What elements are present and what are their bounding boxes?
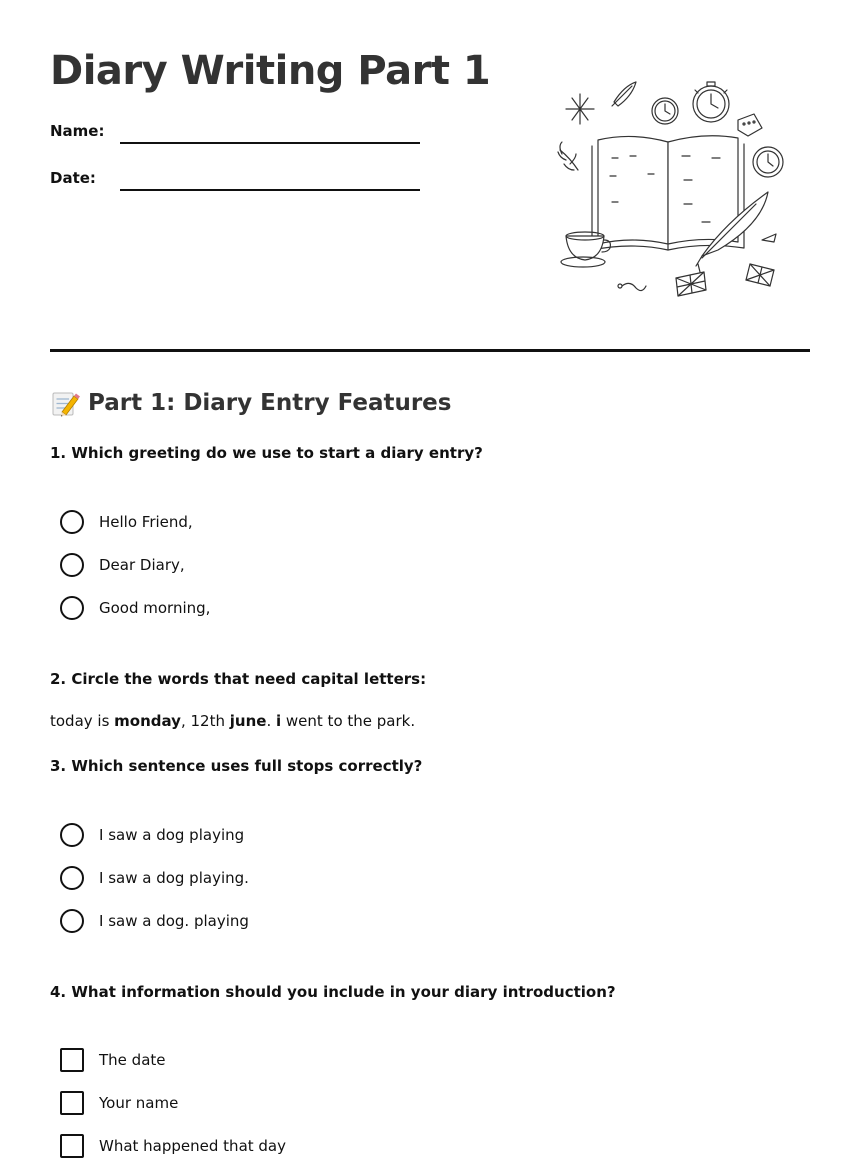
option-label: Your name (99, 1094, 179, 1112)
page-title: Diary Writing Part 1 (50, 48, 491, 94)
question-2: 2. Circle the words that need capital letters: (50, 670, 427, 688)
section-title: Part 1: Diary Entry Features (88, 390, 452, 416)
question-3: 3. Which sentence uses full stops correctly? (50, 757, 423, 775)
coffee-cup-icon (561, 232, 610, 267)
option-label: The date (99, 1051, 166, 1069)
question-1-option-3[interactable] (60, 595, 210, 621)
name-line[interactable] (120, 142, 420, 144)
feather-icon (612, 82, 636, 106)
squiggle-icon (618, 283, 646, 290)
question-3-option-3[interactable] (60, 908, 249, 934)
question-1: 1. Which greeting do we use to start a diary entry? (50, 444, 483, 462)
leaf-icon (558, 142, 578, 170)
checkbox[interactable] (60, 1134, 84, 1158)
option-label: Dear Diary, (99, 556, 185, 574)
radio-button[interactable] (60, 866, 84, 890)
checkbox[interactable] (60, 1091, 84, 1115)
name-label: Name: (50, 122, 105, 140)
question-3-option-2[interactable] (60, 865, 249, 891)
pencil-icon (762, 234, 776, 242)
section-divider (50, 349, 810, 352)
option-label: I saw a dog playing. (99, 869, 249, 887)
word-i[interactable]: i (275, 712, 282, 730)
memo-icon (50, 388, 80, 418)
sentence-text: today is (50, 712, 115, 730)
option-label: What happened that day (99, 1137, 286, 1155)
radio-button[interactable] (60, 553, 84, 577)
question-4: 4. What information should you include in your diary introduction? (50, 983, 616, 1001)
radio-button[interactable] (60, 596, 84, 620)
question-4-option-1[interactable] (60, 1047, 166, 1073)
diary-illustration (552, 74, 792, 310)
question-1-option-2[interactable] (60, 552, 185, 578)
option-label: Good morning, (99, 599, 211, 617)
option-label: I saw a dog playing (99, 826, 245, 844)
radio-button[interactable] (60, 823, 84, 847)
question-4-option-3[interactable] (60, 1133, 286, 1159)
option-label: Hello Friend, (99, 513, 193, 531)
sentence-text: , 12th (180, 712, 230, 730)
sentence-text: went to the park. (281, 712, 416, 730)
tag-icon (738, 114, 762, 136)
word-monday[interactable]: monday (114, 712, 181, 730)
question-4-option-2[interactable] (60, 1090, 178, 1116)
option-label: I saw a dog. playing (99, 912, 249, 930)
sentence-text: . (266, 712, 276, 730)
date-label: Date: (50, 169, 96, 187)
capital-letters-sentence (50, 712, 415, 730)
question-1-option-1[interactable] (60, 509, 193, 535)
checkbox[interactable] (60, 1048, 84, 1072)
section-header (50, 388, 451, 418)
radio-button[interactable] (60, 510, 84, 534)
flag-icon (676, 264, 774, 296)
radio-button[interactable] (60, 909, 84, 933)
word-june[interactable]: june (229, 712, 267, 730)
date-line[interactable] (120, 189, 420, 191)
question-3-option-1[interactable] (60, 822, 244, 848)
star-icon (566, 94, 594, 124)
